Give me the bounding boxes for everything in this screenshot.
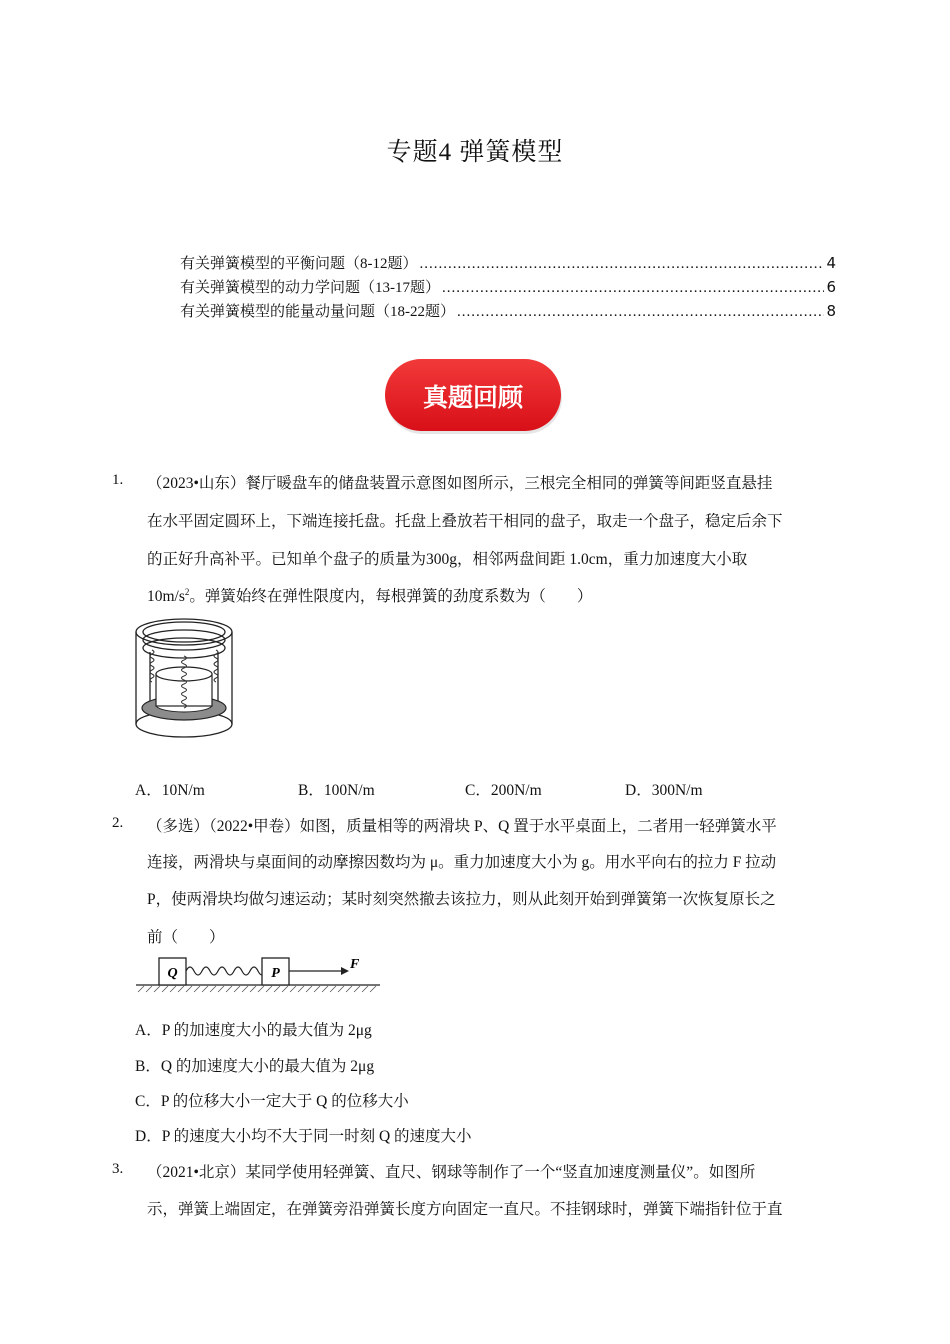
toc-label: 有关弹簧模型的能量动量问题（18-22题） (180, 304, 455, 320)
question-text-part: 10m/s (147, 588, 185, 605)
option-c[interactable]: C．P 的位移大小一定大于 Q 的位移大小 (135, 1093, 409, 1110)
question-text: 在水平固定圆环上，下端连接托盘。托盘上叠放若干相同的盘子，取走一个盘子，稳定后余下 (147, 513, 783, 530)
toc-label: 有关弹簧模型的动力学问题（13-17题） (180, 280, 440, 296)
question-text: 连接，两滑块与桌面间的动摩擦因数均为 μ。重力加速度大小为 g。用水平向右的拉力 F 拉动 (147, 854, 777, 871)
option-a[interactable]: A．P 的加速度大小的最大值为 2μg (135, 1022, 372, 1039)
question-text: P，使两滑块均做匀速运动；某时刻突然撤去该拉力，则从此刻开始到弹簧第一次恢复原长之 (147, 891, 776, 908)
toc-leader (457, 304, 824, 321)
section-badge-label: 真题回顾 (422, 383, 524, 412)
section-badge-shape (383, 357, 565, 437)
spring (186, 967, 274, 975)
question-text-part: 。弹簧始终在弹性限度内，每根弹簧的劲度系数为（ ） (189, 588, 593, 605)
toc-item-balance[interactable] (180, 252, 836, 273)
block-p-label: P (271, 966, 280, 981)
option-b[interactable]: B．100N/m (298, 782, 375, 799)
question-text: （多选）（2022•甲卷）如图，质量相等的两滑块 P、Q 置于水平桌面上，二者用一轻弹簧水平 (147, 818, 777, 835)
section-badge (383, 357, 565, 437)
superscript: 2 (184, 586, 190, 597)
plate-warmer-figure (130, 612, 240, 747)
question-number: 3. (112, 1161, 124, 1177)
option-d[interactable]: D．300N/m (625, 782, 703, 799)
page-title: 专题4 弹簧模型 (386, 139, 564, 166)
question-text: 的正好升高补平。已知单个盘子的质量为300g，相邻两盘间距 1.0cm，重力加速度大小取 (147, 551, 748, 568)
toc-leader (442, 280, 824, 297)
sliders-spring-figure (134, 955, 384, 997)
question-text (147, 584, 592, 606)
question-text: 前（ ） (147, 929, 225, 946)
toc-item-energy[interactable] (180, 300, 836, 321)
toc-item-dynamics[interactable] (180, 276, 836, 297)
option-d[interactable]: D．P 的速度大小均不大于同一时刻 Q 的速度大小 (135, 1128, 472, 1145)
option-a[interactable]: A．10N/m (135, 782, 205, 799)
toc-page-number: 4 (826, 254, 836, 272)
question-number: 1. (112, 472, 124, 488)
toc-page-number: 6 (826, 278, 836, 296)
block-q-label: Q (167, 966, 178, 981)
question-text: （2021•北京）某同学使用轻弹簧、直尺、钢球等制作了一个“竖直加速度测量仪”。如图所 (147, 1164, 756, 1181)
toc-label: 有关弹簧模型的平衡问题（8-12题） (180, 256, 418, 272)
question-text: 示，弹簧上端固定，在弹簧旁沿弹簧长度方向固定一直尺。不挂钢球时，弹簧下端指针位于直 (147, 1201, 783, 1218)
question-text: （2023•山东）餐厅暖盘车的储盘装置示意图如图所示，三根完全相同的弹簧等间距竖直悬挂 (147, 475, 773, 492)
force-label: F (350, 957, 360, 972)
option-b[interactable]: B．Q 的加速度大小的最大值为 2μg (135, 1058, 375, 1075)
toc-page-number: 8 (826, 302, 836, 320)
question-number: 2. (112, 815, 124, 831)
force-arrow-head (341, 967, 349, 975)
toc-leader (420, 256, 825, 273)
option-c[interactable]: C．200N/m (465, 782, 542, 799)
